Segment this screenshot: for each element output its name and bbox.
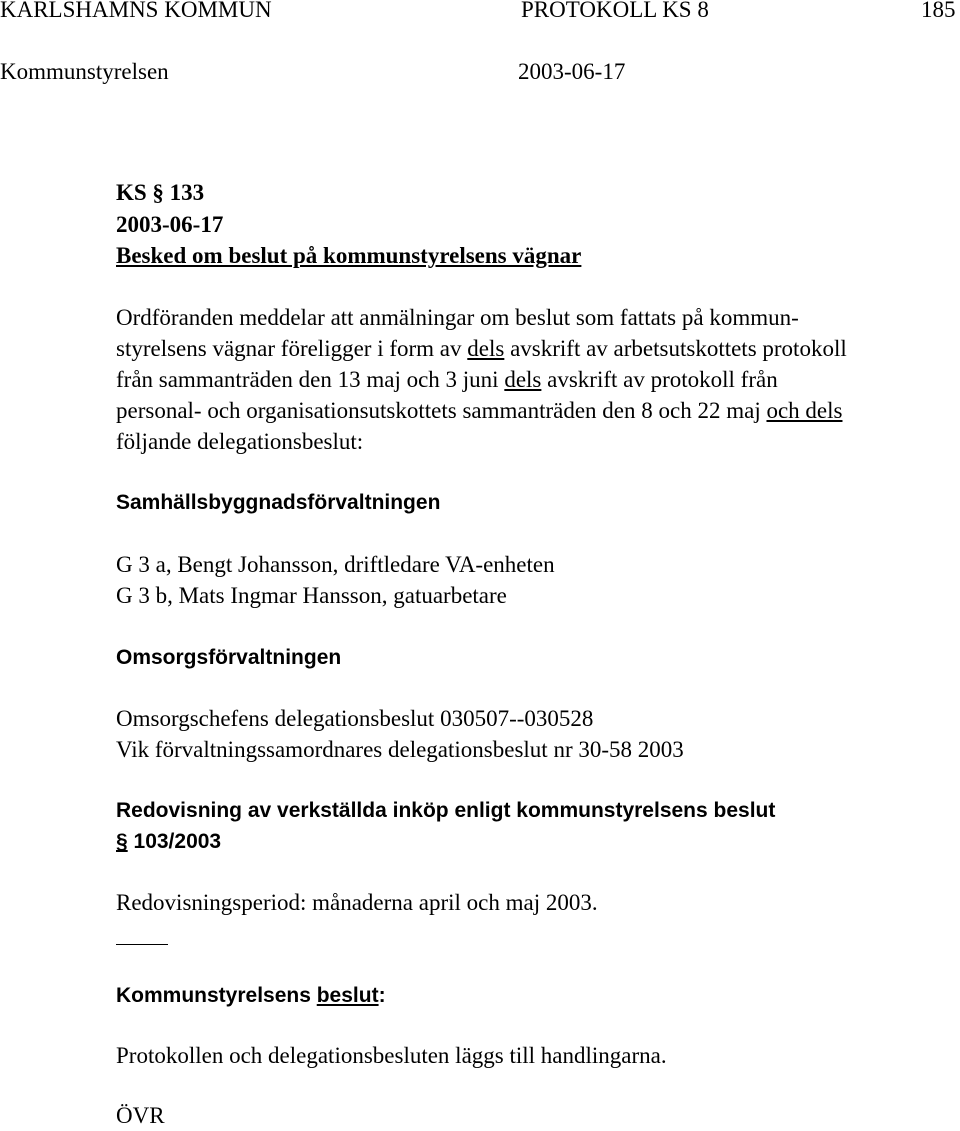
protocol-label: PROTOKOLL KS 8: [521, 0, 709, 22]
intro-line-4-emphasis: och dels: [766, 398, 843, 423]
intro-line-3-emphasis: dels: [504, 367, 542, 392]
intro-line-1: Ordföranden meddelar att anmälningar om beslut som fattats på kommun-: [116, 305, 799, 330]
section-heading-samhallsbyggnad: Samhällsbyggnadsförvaltningen: [116, 491, 441, 514]
intro-line-3: [116, 365, 778, 395]
intro-line-4-text-a: personal- och organisationsutskottets sammanträden den 8 och 22 maj: [116, 398, 767, 423]
decision-heading-colon: :: [378, 984, 386, 1007]
section-heading-redovisning: Redovisning av verkställda inköp enligt kommunstyrelsens beslut: [116, 799, 776, 822]
decision-heading: [116, 981, 386, 1011]
section-heading-redovisning-ref: [116, 827, 221, 857]
intro-line-4: [116, 396, 842, 426]
section2-item-2: Vik förvaltningssamordnares delegationsbeslut nr 30-58 2003: [116, 737, 684, 762]
intro-line-2: [116, 334, 847, 364]
intro-line-3-text-c: avskrift av protokoll från: [541, 367, 778, 392]
case-date: 2003-06-17: [116, 212, 224, 237]
meeting-date: 2003-06-17: [518, 59, 626, 84]
decision-heading-emphasis: beslut: [316, 984, 379, 1007]
intro-line-3-text-a: från sammanträden den 13 maj och 3 juni: [116, 367, 505, 392]
distribution-tag: ÖVR: [116, 1103, 165, 1128]
intro-line-2-text-c: avskrift av arbetsutskottets protokoll: [504, 336, 847, 361]
intro-line-5: följande delegationsbeslut:: [116, 429, 364, 454]
intro-line-2-text-a: styrelsens vägnar föreligger i form av: [116, 336, 468, 361]
intro-line-2-emphasis: dels: [467, 336, 505, 361]
section1-item-2: G 3 b, Mats Ingmar Hansson, gatuarbetare: [116, 583, 507, 608]
page-number: 185: [921, 0, 956, 22]
section2-item-1: Omsorgschefens delegationsbeslut 030507--030528: [116, 706, 594, 731]
case-title: Besked om beslut på kommunstyrelsens vägnar: [116, 243, 582, 268]
decision-reference: 103/2003: [127, 830, 222, 853]
separator-line: [116, 944, 168, 945]
reporting-period: Redovisningsperiod: månaderna april och maj 2003.: [116, 890, 598, 915]
section-heading-omsorg: Omsorgsförvaltningen: [116, 646, 342, 669]
case-number: KS § 133: [116, 180, 205, 205]
decision-text: Protokollen och delegationsbesluten läggs till handlingarna.: [116, 1043, 667, 1068]
section1-item-1: G 3 a, Bengt Johansson, driftledare VA-enheten: [116, 552, 555, 577]
decision-heading-text: Kommunstyrelsens: [116, 984, 317, 1007]
paragraph-sign: §: [116, 830, 128, 853]
municipality-name: KARLSHAMNS KOMMUN: [0, 0, 272, 22]
meeting-body: Kommunstyrelsen: [0, 59, 169, 84]
